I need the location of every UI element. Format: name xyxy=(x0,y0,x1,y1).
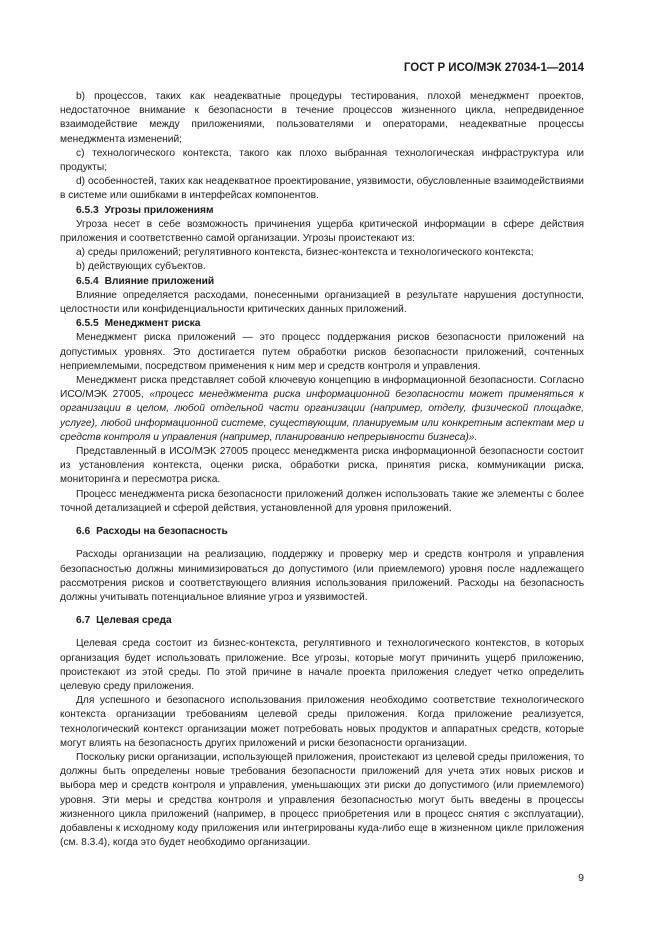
section-number: 6.6 xyxy=(76,526,91,538)
list-item-a: a) среды приложений; регулятивного контекста, бизнес-контекста и технологического контекста; xyxy=(76,247,534,259)
list-item-d: d) особенностей, таких как неадекватное проектирование, уязвимости, обусловленные взаимодействиями в системе или ошибками в интерфейсах компонентов. xyxy=(60,176,584,202)
subsection-number: 6.5.5 xyxy=(76,318,99,330)
list-item-b: b) действующих субъектов. xyxy=(76,261,206,273)
subsection-number: 6.5.4 xyxy=(76,275,99,287)
subsection-number: 6.5.3 xyxy=(76,204,99,216)
section-title: Целевая среда xyxy=(96,615,172,627)
section-heading-66 xyxy=(60,525,584,539)
paragraph-text: Менеджмент риска представляет собой ключевую концепцию в информационной безопасности. Согласно ИСО/МЭК 27005, xyxy=(60,375,584,401)
paragraph-with-quote xyxy=(60,374,584,445)
document-page xyxy=(60,0,584,935)
list-item-c: c) технологического контекста, такого как плохо выбранная технологическая инфраструктура или продукты; xyxy=(60,147,584,174)
subsection-title: Менеджмент риска xyxy=(104,318,201,330)
paragraph: Менеджмент риска приложений — это процесс поддержания рисков безопасности приложений на допустимых уровнях. Это достигается путем обработки рисков безопасности приложений, сочтенных неприемлемыми, посредством применения к ним мер и средств контроля и управления. xyxy=(60,332,584,372)
section-heading-67 xyxy=(60,614,584,628)
list-item-b: b) процессов, таких как неадекватные процедуры тестирования, плохой менеджмент проектов, недостаточное внимание к безопасности в течение процессов жизненного цикла, непредвиденное взаимодействие между приложениями, пользователями и операторами, неадекватные процессы менеджмента изменений; xyxy=(60,91,584,145)
subsection-heading-654 xyxy=(60,275,584,289)
section-number: 6.7 xyxy=(76,615,91,627)
subsection-title: Угрозы приложениям xyxy=(104,204,214,216)
page-content xyxy=(60,90,584,850)
page-number: 9 xyxy=(578,872,584,884)
paragraph: Представленный в ИСО/МЭК 27005 процесс менеджмента риска информационной безопасности состоит из установления контекста, оценки риска, обработки риска, принятия риска, коммуникации риска, мониторинга и пересмотра риска. xyxy=(60,446,584,486)
paragraph: Для успешного и безопасного использования приложения необходимо соответствие технологического контекста организации требованиям целевой среды приложения. Когда приложение реализуется, технологический контекст организации может потребовать новых продуктов и аппаратных средств, которые могут влиять на безопасность других приложений и риски безопасности организации. xyxy=(60,695,584,749)
standard-header: ГОСТ Р ИСО/МЭК 27034-1—2014 xyxy=(403,62,584,74)
subsection-heading-653 xyxy=(60,204,584,218)
paragraph: Поскольку риски организации, использующей приложения, проистекают из целевой среды приложения, то должны быть определены новые требования безопасности приложений для учета этих новых рисков и выбора мер и средств контроля и управления, уменьшающих эти риски до допустимого (или приемлемого) уровня. Эти меры и средства контроля и управления безопасностью могут быть введены в процессы жизненного цикла приложений (например, в процесс приобретения или в процесс снятия с эксплуатации), добавлены к исходному коду приложения или интегрированы куда-либо еще в жизненном цикле приложения (см. 8.3.4), когда это будет необходимо организации. xyxy=(60,751,584,849)
paragraph: Целевая среда состоит из бизнес-контекста, регулятивного и технологического контекстов, в которых организация будет использовать приложение. Все угрозы, которые могут причинить ущерб приложению, проистекают из этой среды. По этой причине в начале проекта приложения следует четко определить целевую среду приложения. xyxy=(60,638,584,692)
paragraph: Процесс менеджмента риска безопасности приложений должен использовать такие же элементы с более точной детализацией и сферой действия, установленной для уровня приложений. xyxy=(60,488,584,514)
section-title: Расходы на безопасность xyxy=(96,526,228,538)
paragraph: Угроза несет в себе возможность причинения ущерба критической информации в сфере действия приложения и соответственно самой организации. Угрозы проистекают из: xyxy=(60,218,584,245)
quote-text: «процесс менеджмента риска информационной безопасности может применяться к организации в целом, любой отдельной части организации (например, отделу, физической площадке, услуге), любой информационной системе, существующим, планируемым или конкретным аспектам мер и средств контроля и управления (например, планированию непрерывности бизнеса)». xyxy=(60,389,584,443)
subsection-title: Влияние приложений xyxy=(104,275,215,287)
paragraph: Влияние определяется расходами, понесенными организацией в результате нарушения доступности, целостности или конфиденциальности критических данных приложений. xyxy=(60,289,584,316)
paragraph: Расходы организации на реализацию, поддержку и проверку мер и средств контроля и управления безопасностью должны минимизироваться до допустимого (или приемлемого) уровня после надлежащего рассмотрения рисков и соответствующего влияния использования приложений. Расходы на безопасность должны учитывать потенциальное влияние угроз и уязвимостей. xyxy=(60,549,584,603)
subsection-heading-655 xyxy=(60,317,584,331)
